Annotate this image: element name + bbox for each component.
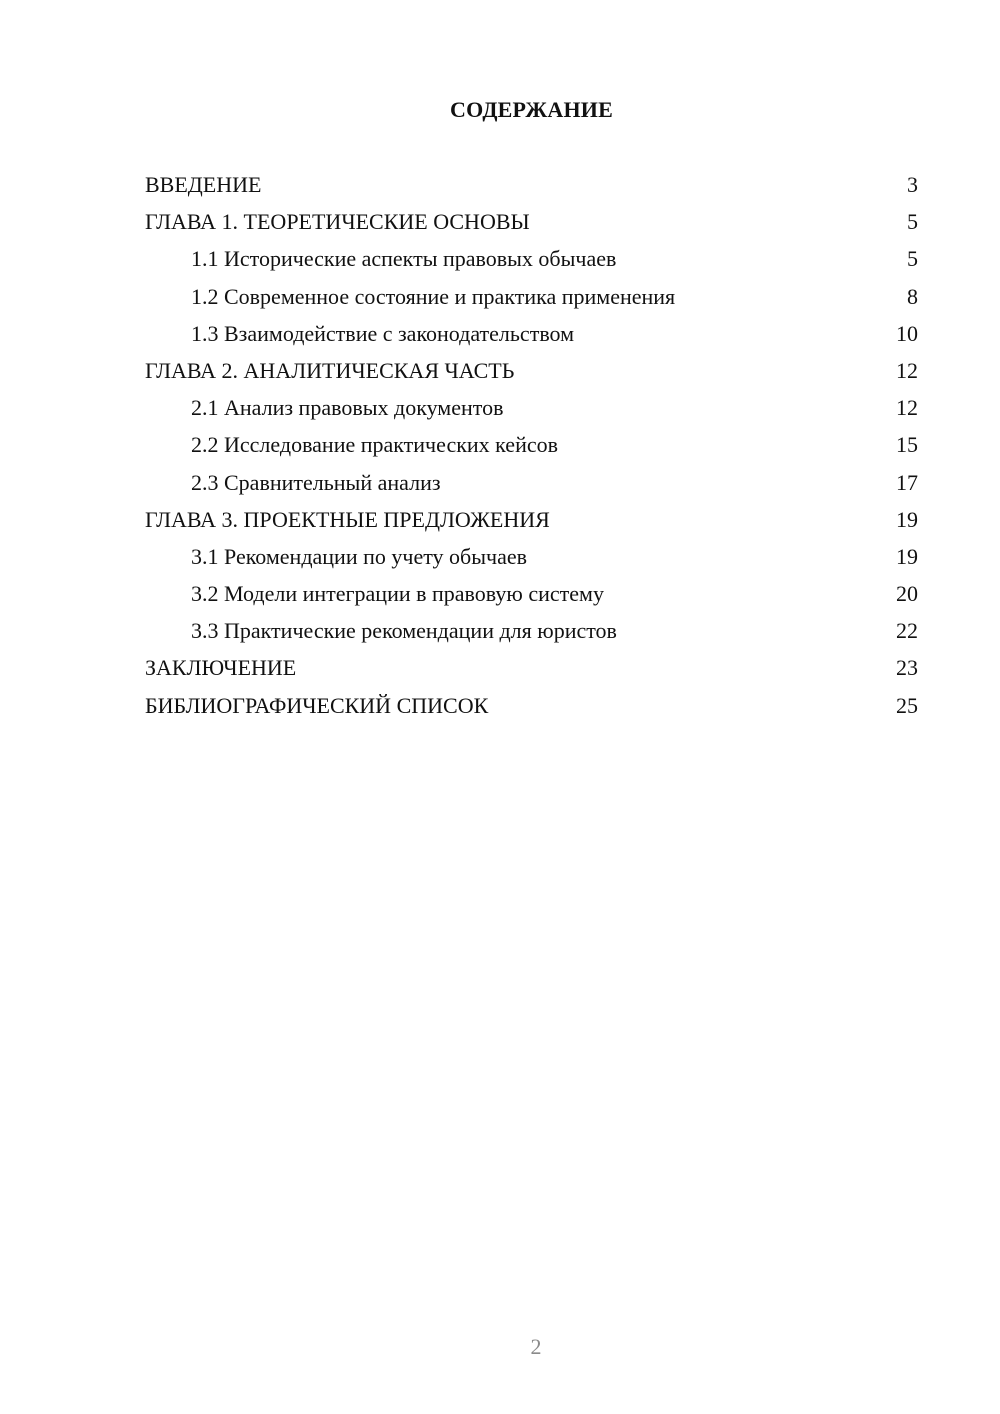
- toc-entry: [145, 205, 918, 242]
- toc-entry: [145, 466, 918, 503]
- toc-entry-page: 8: [907, 283, 918, 309]
- toc-entry: [145, 428, 918, 465]
- toc-entry-page: 12: [896, 395, 918, 421]
- toc-entry-label: ВВЕДЕНИЕ: [145, 172, 262, 197]
- toc-entry: [145, 614, 918, 651]
- toc-entry: [145, 354, 918, 391]
- toc-entry-label: 3.3 Практические рекомендации для юристов: [191, 618, 617, 644]
- toc-entry-page: 23: [896, 655, 918, 681]
- toc-entry: [145, 242, 918, 279]
- toc-entry-label: БИБЛИОГРАФИЧЕСКИЙ СПИСОК: [145, 692, 489, 718]
- toc-entry-page: 3: [907, 172, 918, 197]
- toc-entry-label: 2.1 Анализ правовых документов: [191, 395, 504, 421]
- toc-entry-label: 1.1 Исторические аспекты правовых обычаев: [191, 246, 617, 272]
- toc-entry: [145, 577, 918, 614]
- toc-entry-label: 3.2 Модели интеграции в правовую систему: [191, 581, 604, 607]
- toc-entry-page: 5: [907, 209, 918, 235]
- toc-entry-label: 2.2 Исследование практических кейсов: [191, 432, 558, 458]
- toc-entry-page: 19: [896, 543, 918, 569]
- toc-entry-label: 1.3 Взаимодействие с законодательством: [191, 320, 575, 346]
- toc-entry-label: 2.3 Сравнительный анализ: [191, 469, 441, 495]
- page-number: 2: [530, 1334, 542, 1359]
- toc-entry: [145, 689, 918, 726]
- toc-entry: [145, 503, 918, 540]
- toc-entry-page: 10: [896, 320, 918, 346]
- toc-entry: [145, 168, 918, 205]
- toc-entry-page: 25: [896, 692, 918, 718]
- toc-entry: [145, 391, 918, 428]
- toc-entry-page: 15: [896, 432, 918, 458]
- toc-entry-page: 20: [896, 581, 918, 607]
- toc-entry-label: 3.1 Рекомендации по учету обычаев: [191, 543, 527, 569]
- toc-entry: [145, 540, 918, 577]
- toc-entry-label: ГЛАВА 3. ПРОЕКТНЫЕ ПРЕДЛОЖЕНИЯ: [145, 506, 550, 532]
- toc-entry-page: 17: [896, 469, 918, 495]
- toc-entry: [145, 317, 918, 354]
- table-of-contents: [145, 168, 918, 726]
- toc-entry-page: 12: [896, 357, 918, 383]
- toc-entry-label: 1.2 Современное состояние и практика применения: [191, 283, 676, 309]
- toc-entry-label: ГЛАВА 1. ТЕОРЕТИЧЕСКИЕ ОСНОВЫ: [145, 209, 530, 235]
- toc-entry-label: ГЛАВА 2. АНАЛИТИЧЕСКАЯ ЧАСТЬ: [145, 357, 515, 383]
- toc-entry: [145, 280, 918, 317]
- page-title: СОДЕРЖАНИЕ: [450, 97, 613, 122]
- toc-entry-label: ЗАКЛЮЧЕНИЕ: [145, 655, 297, 681]
- toc-entry-page: 19: [896, 506, 918, 532]
- toc-entry-page: 5: [907, 246, 918, 272]
- toc-entry: [145, 651, 918, 688]
- toc-entry-page: 22: [896, 618, 918, 644]
